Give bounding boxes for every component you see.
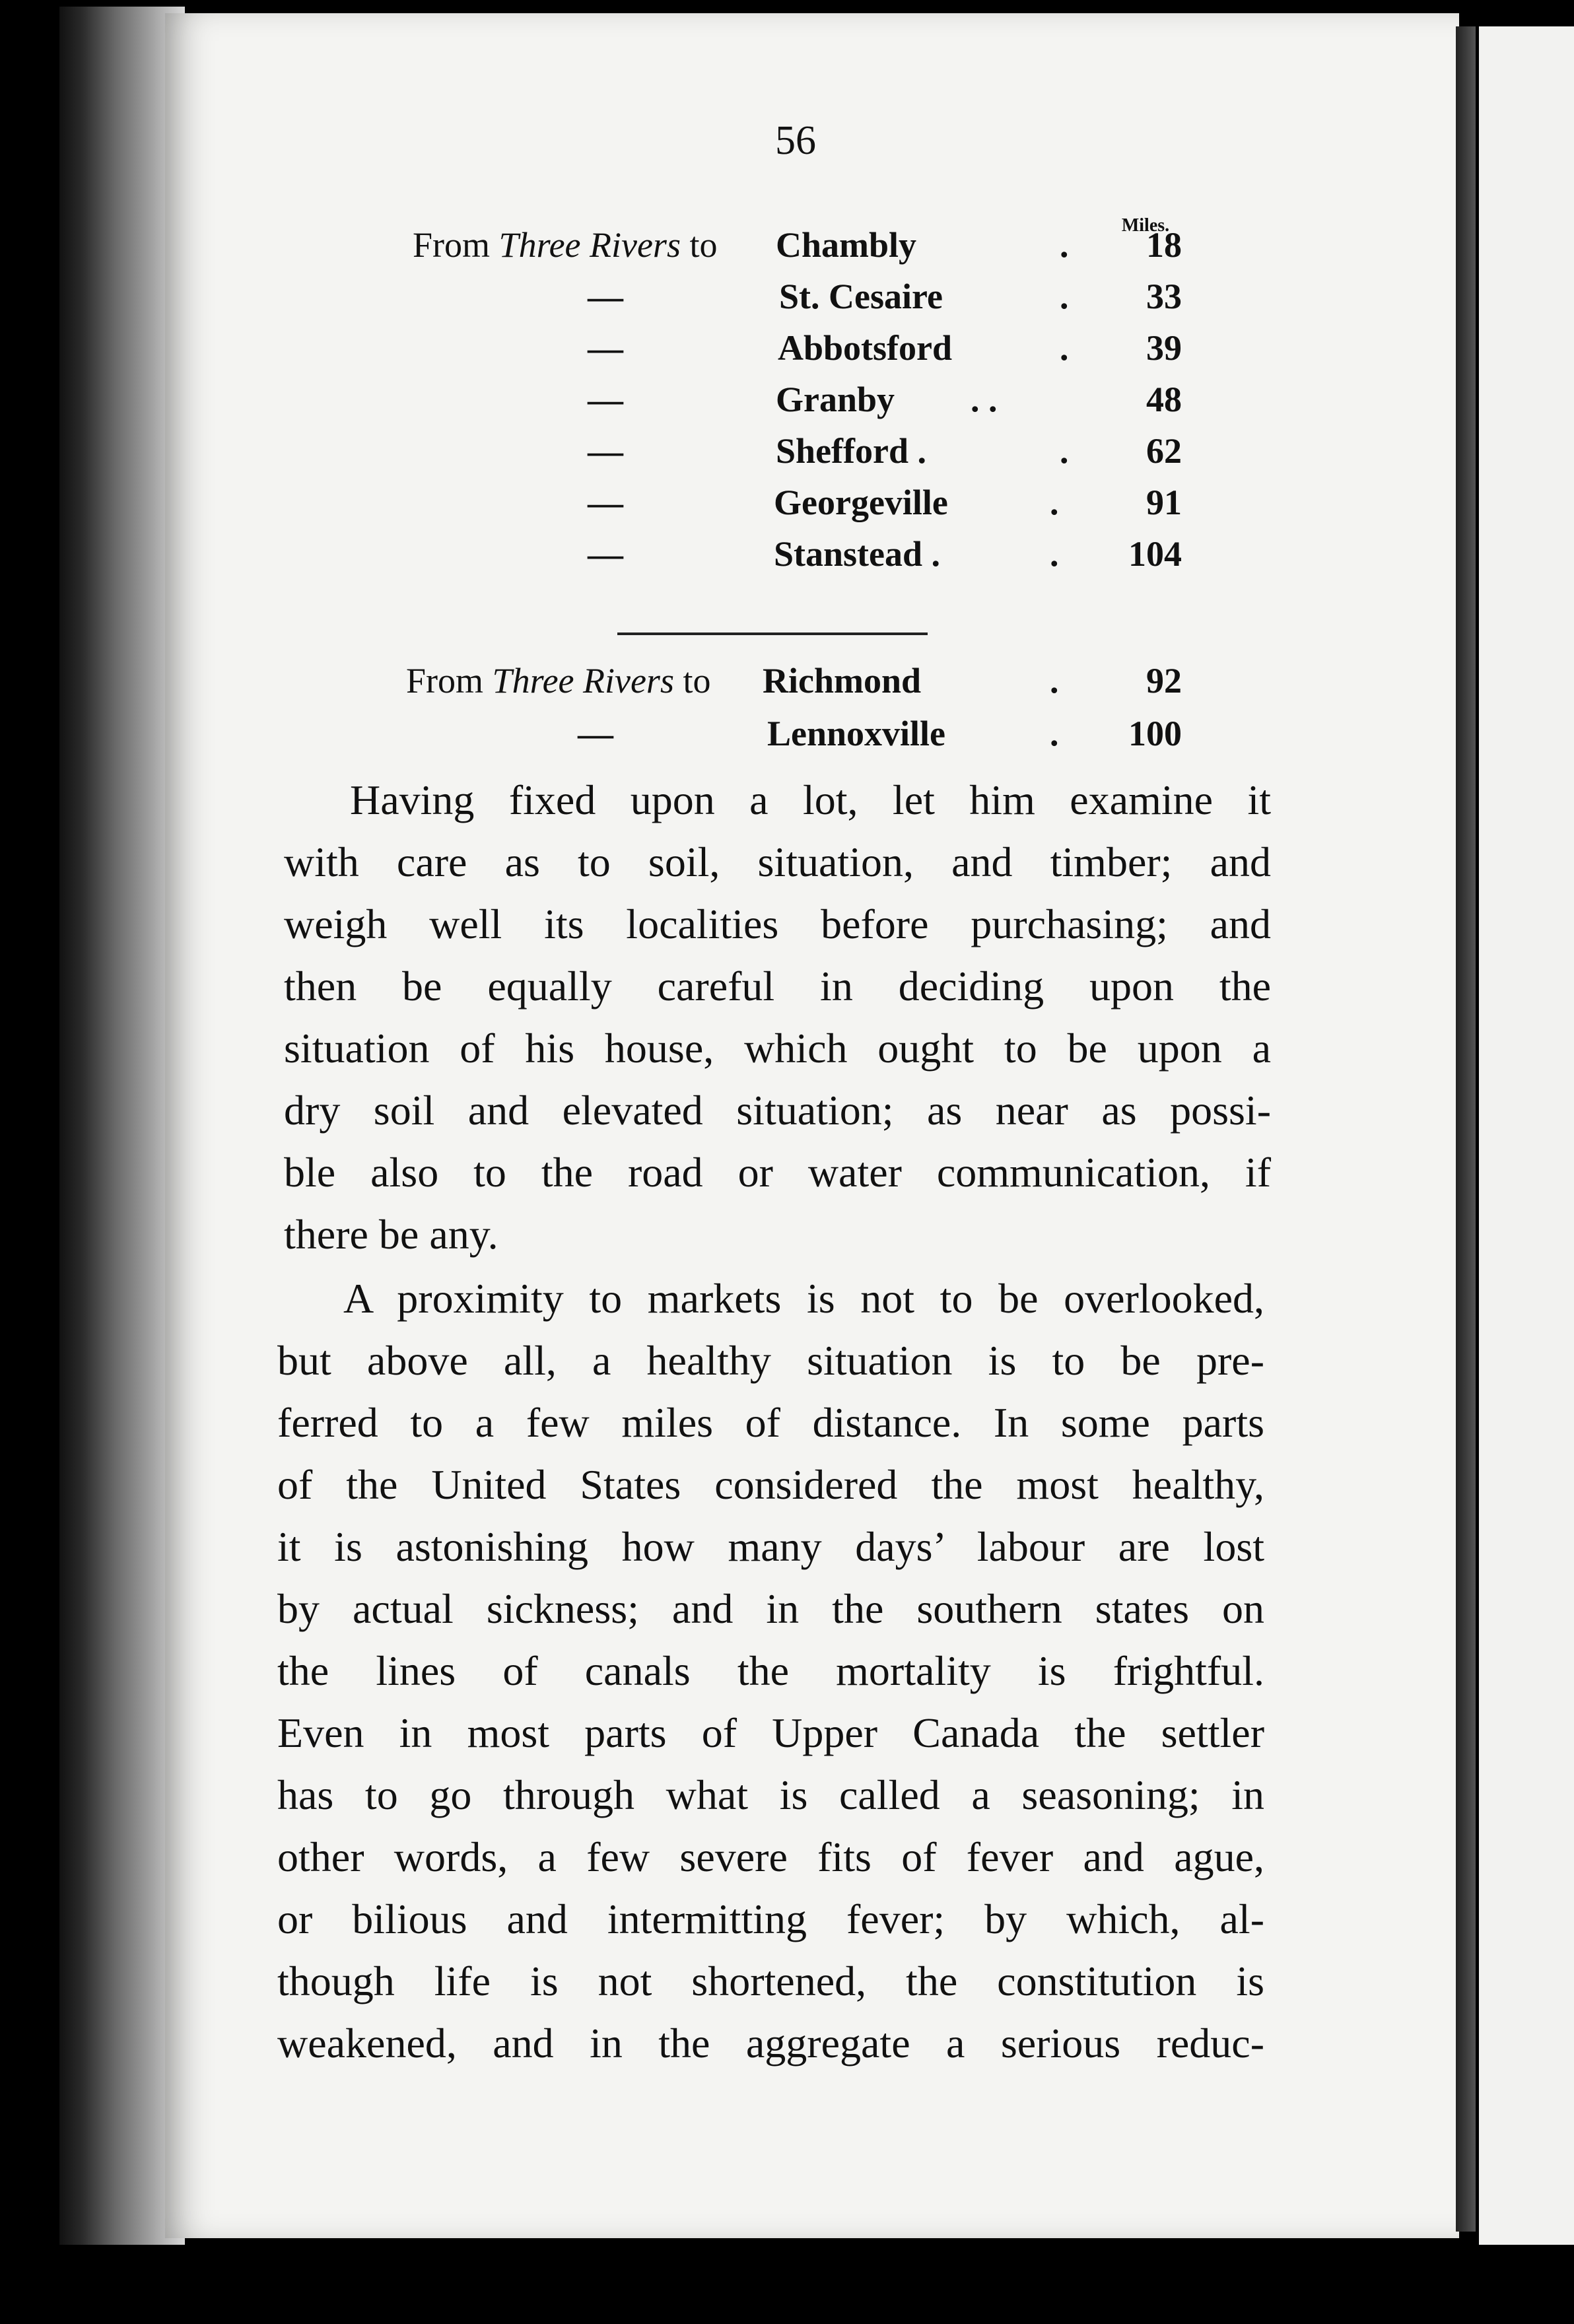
text-line: or bilious and intermitting fever; by which, al- [277,1896,1264,1942]
distance-row [0,224,1574,277]
miles-value: 92 [1146,661,1182,701]
destination: Georgeville [774,483,948,522]
miles-value: 104 [1128,534,1182,574]
ditto-dash: — [588,431,623,471]
section-divider [617,632,928,635]
leader-dots: . . [971,380,998,419]
text-line: but above all, a healthy situation is to be pre- [277,1337,1264,1384]
miles-column-header: Miles. [1121,215,1170,236]
text-line: A proximity to markets is not to be overlooked, [343,1275,1264,1322]
text-line: of the United States considered the most healthy, [277,1461,1264,1508]
text-line: the lines of canals the mortality is frightful. [277,1647,1264,1694]
text-line: then be equally careful in deciding upon the [284,963,1271,1009]
ditto-dash: — [588,380,623,419]
distance-row [0,430,1574,483]
text-line: weigh well its localities before purchasing; and [284,901,1271,947]
ditto-dash: — [588,534,623,574]
text-line: other words, a few severe fits of fever and ague, [277,1833,1264,1880]
miles-value: 39 [1146,328,1182,368]
distance-row [0,482,1574,535]
destination: Chambly [776,225,917,265]
text-line: Even in most parts of Upper Canada the settler [277,1709,1264,1756]
text-line: ble also to the road or water communication, if [284,1149,1271,1196]
text-line: Having fixed upon a lot, let him examine it [350,776,1271,823]
destination: St. Cesaire [779,277,943,316]
destination: Richmond [763,661,922,701]
distance-row [0,327,1574,380]
leader-dots: . [1050,483,1059,522]
destination: Abbotsford [778,328,953,368]
leader-dots: . [1050,661,1059,701]
text-line: it is astonishing how many days’ labour are lost [277,1523,1264,1570]
leader-dots: . [1060,328,1069,368]
destination: Lennoxville [767,714,946,753]
miles-value: 62 [1146,431,1182,471]
distance-row [0,533,1574,586]
text-line: dry soil and elevated situation; as near as possi- [284,1087,1271,1134]
destination: Shefford . [776,431,926,471]
ditto-dash: — [588,328,623,368]
text-line: has to go through what is called a seasoning; in [277,1771,1264,1818]
text-line: weakened, and in the aggregate a serious reduc- [277,2020,1264,2067]
paragraph [284,769,1271,1266]
miles-value: 91 [1146,483,1182,522]
text-line: with care as to soil, situation, and timber; and [284,838,1271,885]
leader-dots: . [1060,225,1069,265]
miles-value: 100 [1128,714,1182,753]
text-line: there be any. [284,1211,498,1258]
from-label: From Three Rivers to [406,661,711,701]
distance-row [0,713,1574,766]
text-line: situation of his house, which ought to be upon a [284,1025,1271,1072]
leader-dots: . [1050,534,1059,574]
miles-value: 18 [1146,225,1182,265]
miles-value: 33 [1146,277,1182,316]
leader-dots: . [1060,431,1069,471]
ditto-dash: — [578,714,613,753]
distance-row [0,660,1574,713]
destination: Granby [776,380,895,419]
destination: Stanstead . [774,534,941,574]
page-number: 56 [775,118,816,163]
from-label: From Three Rivers to [413,225,718,265]
paragraph [277,1268,1264,2074]
miles-value: 48 [1146,380,1182,419]
distance-row [0,379,1574,432]
ditto-dash: — [588,483,623,522]
text-line: though life is not shortened, the constitution is [277,1958,1264,2004]
text-line: ferred to a few miles of distance. In some parts [277,1399,1264,1446]
ditto-dash: — [588,277,623,316]
text-line: by actual sickness; and in the southern states on [277,1585,1264,1632]
leader-dots: . [1060,277,1069,316]
distance-row [0,276,1574,329]
leader-dots: . [1050,714,1059,753]
